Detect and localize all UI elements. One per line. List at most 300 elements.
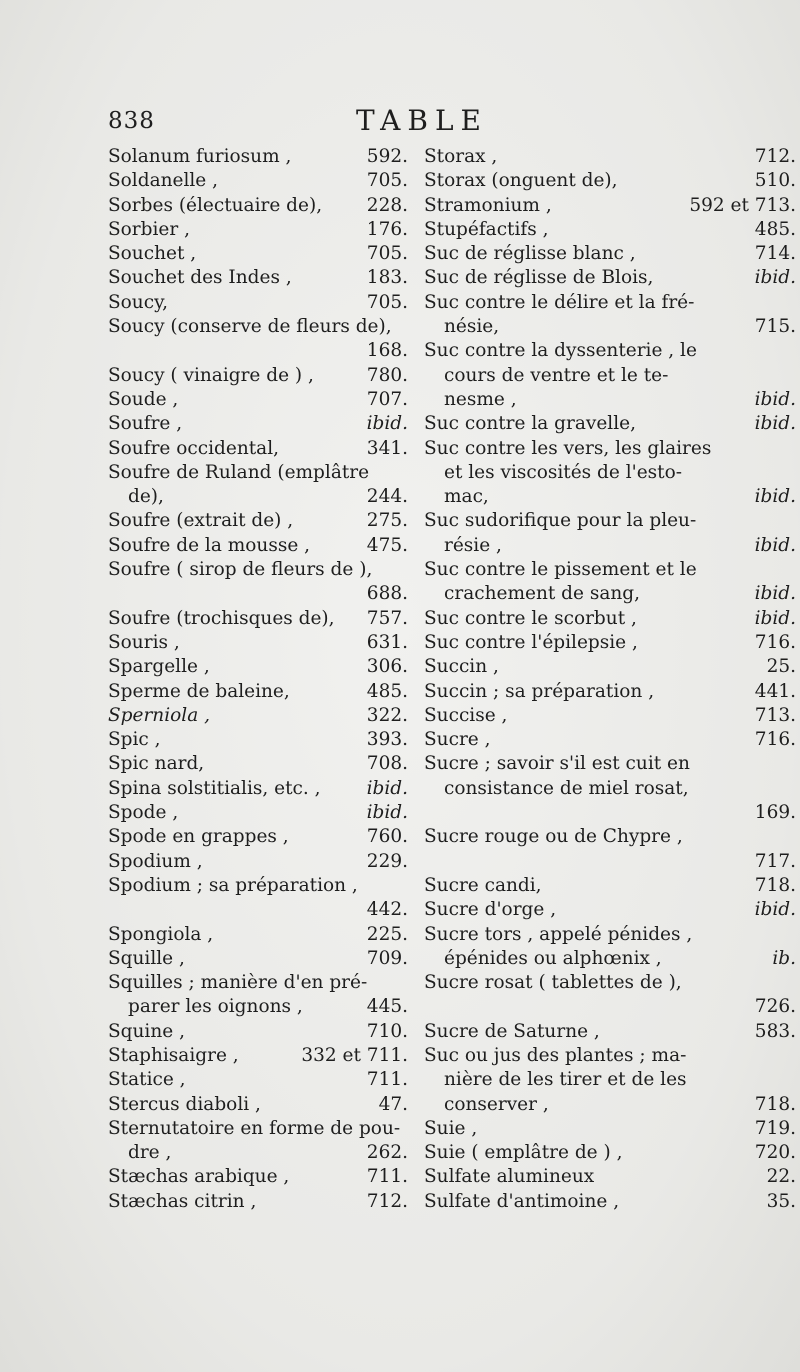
entry-term: Soufre , (108, 413, 183, 435)
entry-term: dre , (128, 1142, 172, 1164)
index-entry (424, 145, 796, 169)
entry-term: Stæchas citrin , (108, 1190, 257, 1212)
entry-term: Soucy (conserve de fleurs de), (108, 316, 392, 338)
page-reference: 714. (754, 243, 796, 265)
page-reference: ibid. (754, 607, 796, 629)
entry-line (108, 558, 408, 582)
entry-line (424, 194, 796, 218)
index-column-left (108, 145, 408, 1214)
entry-line (424, 242, 796, 266)
index-entry (424, 728, 796, 752)
page-reference: 445. (366, 996, 408, 1018)
entry-line (108, 752, 408, 776)
entry-term: Storax (onguent de), (424, 170, 618, 192)
page-reference: 592. (366, 146, 408, 167)
index-entry (424, 874, 796, 898)
index-entry (108, 680, 408, 704)
index-entry (108, 291, 408, 315)
page-header (108, 104, 788, 140)
entry-line (108, 266, 408, 290)
page-reference: 25. (766, 656, 796, 678)
entry-line (424, 680, 796, 704)
index-entry (424, 680, 796, 704)
entry-line (424, 1044, 796, 1068)
entry-line (424, 631, 796, 655)
entry-line (424, 971, 796, 995)
page-reference: 22. (766, 1166, 796, 1188)
page-reference: 760. (366, 826, 408, 848)
page-reference: 712. (754, 146, 796, 167)
index-entry (108, 315, 408, 364)
page-reference: 169. (754, 802, 796, 824)
page-reference: 592 et 713. (689, 194, 796, 216)
entry-line (424, 607, 796, 631)
index-entry (108, 947, 408, 971)
entry-line (108, 1165, 408, 1189)
page-reference: 332 et 711. (301, 1044, 408, 1066)
entry-term: Succise , (424, 704, 508, 726)
page-reference: 716. (754, 729, 796, 751)
entry-term: Suc contre le scorbut , (424, 607, 637, 629)
entry-line (424, 655, 796, 679)
index-entry (108, 874, 408, 923)
index-entry (424, 437, 796, 510)
index-entry (424, 1165, 796, 1189)
page-number: 838 (108, 108, 155, 134)
entry-line (108, 850, 408, 874)
entry-term: de), (128, 486, 164, 508)
index-entry (108, 777, 408, 801)
index-entry (108, 971, 408, 1020)
entry-term: Souchet des Indes , (108, 267, 292, 289)
page-reference: ibid. (754, 534, 796, 556)
entry-term: Suc contre le délire et la fré- (424, 291, 695, 313)
index-entry (108, 242, 408, 266)
index-column-right (424, 145, 796, 1214)
entry-term: conserver , (444, 1093, 549, 1115)
index-entry (108, 655, 408, 679)
entry-line (108, 1020, 408, 1044)
entry-term: Sucre rosat ( tablettes de ), (424, 972, 682, 994)
entry-line (108, 145, 408, 169)
entry-line (424, 1141, 796, 1165)
index-entry (108, 534, 408, 558)
entry-line (108, 825, 408, 849)
entry-line (424, 485, 796, 509)
index-entry (424, 825, 796, 874)
entry-term: Suc sudorifique pour la pleu- (424, 510, 697, 532)
entry-line (424, 558, 796, 582)
index-entry (108, 145, 408, 169)
entry-line (108, 971, 408, 995)
index-entry (424, 509, 796, 558)
page-reference: 719. (754, 1117, 796, 1139)
entry-term: Suc de réglisse de Blois, (424, 267, 654, 289)
index-entry (424, 218, 796, 242)
entry-line (108, 1190, 408, 1214)
page-reference: 712. (366, 1190, 408, 1212)
entry-line (108, 218, 408, 242)
entry-term: Sorbes (électuaire de), (108, 194, 323, 216)
page-reference: ib. (772, 947, 796, 969)
entry-line (424, 364, 796, 388)
entry-line (108, 607, 408, 631)
entry-line (424, 825, 796, 849)
index-entry (108, 801, 408, 825)
entry-line (108, 388, 408, 412)
entry-line (424, 1165, 796, 1189)
entry-term: Spode en grappes , (108, 826, 289, 848)
index-entry (108, 1165, 408, 1189)
page-reference-line (424, 850, 796, 874)
entry-term: Sucre tors , appelé pénides , (424, 923, 693, 945)
entry-line (424, 437, 796, 461)
index-entry (108, 825, 408, 849)
entry-line (108, 242, 408, 266)
entry-term: Sorbier , (108, 218, 190, 240)
entry-line (424, 1068, 796, 1092)
page-reference: 711. (366, 1069, 408, 1091)
entry-term: résie , (444, 534, 502, 556)
entry-term: Stramonium , (424, 194, 552, 216)
index-entry (108, 1093, 408, 1117)
entry-line (108, 1141, 408, 1165)
entry-term: Sucre d'orge , (424, 899, 557, 921)
page-reference: 707. (366, 388, 408, 410)
entry-term: Sucre de Saturne , (424, 1020, 600, 1042)
entry-line (108, 509, 408, 533)
entry-line (424, 582, 796, 606)
entry-line (108, 169, 408, 193)
page-reference: 705. (366, 291, 408, 313)
page-reference-line (108, 339, 408, 363)
entry-term: Souchet , (108, 243, 197, 265)
entry-term: Suie ( emplâtre de ) , (424, 1142, 623, 1164)
page-reference: ibid. (754, 388, 796, 410)
entry-line (108, 291, 408, 315)
entry-term: Sucre , (424, 729, 491, 751)
entry-term: Stupéfactifs , (424, 218, 549, 240)
page-reference: 726. (754, 996, 796, 1018)
entry-term: épénides ou alphœnix , (444, 947, 662, 969)
entry-line (424, 388, 796, 412)
entry-term: Staphisaigre , (108, 1044, 239, 1066)
index-entry (424, 194, 796, 218)
entry-line (424, 898, 796, 922)
entry-term: Statice , (108, 1069, 186, 1091)
entry-term: Suc contre l'épilepsie , (424, 631, 638, 653)
index-entry (424, 752, 796, 825)
entry-line (108, 680, 408, 704)
entry-term: crachement de sang, (444, 583, 641, 605)
entry-term: Spodium , (108, 850, 203, 872)
page-reference: 183. (366, 267, 408, 289)
page-reference: 631. (366, 631, 408, 653)
index-entry (424, 266, 796, 290)
entry-term: Soldanelle , (108, 170, 219, 192)
index-entry (424, 655, 796, 679)
entry-term: Sucre rouge ou de Chypre , (424, 826, 683, 848)
entry-line (424, 218, 796, 242)
entry-term: Soufre de la mousse , (108, 534, 311, 556)
page-reference: 718. (754, 874, 796, 896)
index-entry (424, 1141, 796, 1165)
page-reference-line (108, 898, 408, 922)
entry-line (108, 412, 408, 436)
entry-term: Suc contre la dyssenterie , le (424, 340, 697, 362)
page-reference: 262. (366, 1142, 408, 1164)
entry-term: Spic , (108, 729, 161, 751)
running-title: TABLE (356, 104, 488, 137)
index-entry (108, 1117, 408, 1166)
index-entry (424, 704, 796, 728)
entry-line (424, 1093, 796, 1117)
entry-term: et les viscosités de l'esto- (444, 461, 682, 483)
page-reference: 275. (366, 510, 408, 532)
index-entry (108, 194, 408, 218)
entry-term: Spodium ; sa préparation , (108, 874, 358, 896)
entry-line (424, 315, 796, 339)
entry-line (108, 461, 408, 485)
entry-line (108, 995, 408, 1019)
entry-line (424, 1190, 796, 1214)
entry-term: parer les oignons , (128, 996, 303, 1018)
entry-line (108, 485, 408, 509)
entry-line (424, 266, 796, 290)
entry-line (108, 315, 408, 339)
entry-line (424, 145, 796, 169)
index-entry (108, 437, 408, 461)
entry-line (108, 923, 408, 947)
index-entry (108, 631, 408, 655)
index-entry (108, 850, 408, 874)
entry-line (108, 194, 408, 218)
entry-term: Soufre (extrait de) , (108, 510, 294, 532)
index-entry (108, 752, 408, 776)
entry-term: Suc contre les vers, les glaires (424, 437, 712, 459)
page-reference: ibid. (754, 486, 796, 508)
entry-line (424, 412, 796, 436)
index-entry (424, 971, 796, 1020)
page-reference-line (424, 995, 796, 1019)
entry-line (108, 874, 408, 898)
entry-line (424, 1020, 796, 1044)
entry-term: Sternutatoire en forme de pou- (108, 1117, 401, 1139)
entry-line (424, 704, 796, 728)
entry-term: Soufre (trochisques de), (108, 607, 335, 629)
page-reference: 708. (366, 753, 408, 775)
entry-term: Squine , (108, 1020, 185, 1042)
index-entry (424, 291, 796, 340)
entry-line (108, 364, 408, 388)
page-reference: 485. (754, 218, 796, 240)
index-entry (424, 558, 796, 607)
entry-line (424, 947, 796, 971)
entry-term: Sucre candi, (424, 874, 542, 896)
page-reference: 583. (754, 1020, 796, 1042)
entry-term: Soufre occidental, (108, 437, 279, 459)
page-reference: 176. (366, 218, 408, 240)
page-reference: 757. (366, 607, 408, 629)
page-reference: 710. (366, 1020, 408, 1042)
entry-line (424, 923, 796, 947)
entry-line (424, 777, 796, 801)
entry-line (108, 655, 408, 679)
entry-term: Suc contre la gravelle, (424, 413, 636, 435)
index-entry (424, 169, 796, 193)
entry-term: nésie, (444, 316, 500, 338)
page-reference: 780. (366, 364, 408, 386)
page-reference: 713. (754, 704, 796, 726)
page-reference-line (424, 801, 796, 825)
page-reference: 717. (754, 850, 796, 872)
index-entry (108, 388, 408, 412)
page-reference: 705. (366, 170, 408, 192)
entry-line (424, 728, 796, 752)
page-reference: 705. (366, 243, 408, 265)
entry-term: Souris , (108, 631, 180, 653)
entry-line (108, 947, 408, 971)
entry-line (108, 534, 408, 558)
entry-term: Spina solstitialis, etc. , (108, 777, 321, 799)
page-reference: 228. (366, 194, 408, 216)
index-entry (108, 728, 408, 752)
entry-line (108, 1044, 408, 1068)
index-entry (424, 1190, 796, 1214)
index-entry (108, 607, 408, 631)
entry-term: Soude , (108, 388, 179, 410)
index-entry (424, 339, 796, 412)
page-reference: ibid. (754, 267, 796, 289)
index-entry (108, 1190, 408, 1214)
index-entry (108, 266, 408, 290)
entry-term: nière de les tirer et de les (444, 1069, 687, 1091)
entry-line (108, 631, 408, 655)
page-reference: 711. (366, 1166, 408, 1188)
index-entry (424, 412, 796, 436)
index-entry (424, 631, 796, 655)
entry-line (108, 777, 408, 801)
index-entry (424, 1020, 796, 1044)
entry-term: Spic nard, (108, 753, 205, 775)
entry-line (424, 291, 796, 315)
page-reference: 322. (366, 704, 408, 726)
index-entry (108, 412, 408, 436)
page-reference: 393. (366, 729, 408, 751)
entry-line (424, 339, 796, 363)
index-entry (108, 558, 408, 607)
index-entry (108, 923, 408, 947)
page-reference: 510. (754, 170, 796, 192)
entry-term: Sperniola , (108, 704, 210, 726)
entry-term: Sulfate d'antimoine , (424, 1190, 620, 1212)
entry-term: Squilles ; manière d'en pré- (108, 972, 368, 994)
entry-term: Succin ; sa préparation , (424, 680, 655, 702)
page-reference: 485. (366, 680, 408, 702)
entry-term: Spode , (108, 802, 179, 824)
entry-term: Suc contre le pissement et le (424, 559, 697, 581)
page-reference: 716. (754, 631, 796, 653)
entry-term: nesme , (444, 388, 517, 410)
page-reference: ibid. (366, 413, 408, 435)
entry-term: Squille , (108, 947, 185, 969)
entry-term: Suie , (424, 1117, 478, 1139)
entry-line (424, 509, 796, 533)
page-reference: 442. (366, 899, 408, 921)
page-reference: 709. (366, 947, 408, 969)
index-entry (424, 898, 796, 922)
page-reference: 341. (366, 437, 408, 459)
entry-line (424, 169, 796, 193)
entry-term: Spongiola , (108, 923, 214, 945)
index-entry (108, 1068, 408, 1092)
index-entry (424, 607, 796, 631)
entry-line (424, 1117, 796, 1141)
page-reference-line (108, 582, 408, 606)
index-entry (108, 509, 408, 533)
entry-line (108, 1117, 408, 1141)
index-entry (108, 704, 408, 728)
page-reference: ibid. (366, 777, 408, 799)
entry-term: Suc de réglisse blanc , (424, 243, 636, 265)
page-reference: 715. (754, 316, 796, 338)
index-entry (424, 1044, 796, 1117)
page-reference: 168. (366, 340, 408, 362)
entry-term: Soucy, (108, 291, 168, 313)
index-entry (108, 218, 408, 242)
entry-line (108, 1093, 408, 1117)
entry-line (108, 437, 408, 461)
entry-term: Sulfate alumineux (424, 1166, 595, 1188)
page-reference: 47. (378, 1093, 408, 1115)
page-reference: ibid. (754, 583, 796, 605)
entry-line (424, 752, 796, 776)
entry-term: consistance de miel rosat, (444, 777, 689, 799)
page-reference: ibid. (366, 802, 408, 824)
page-reference: ibid. (754, 413, 796, 435)
entry-term: Soufre de Ruland (emplâtre (108, 461, 370, 483)
entry-line (108, 1068, 408, 1092)
index-entry (424, 242, 796, 266)
page-reference: 720. (754, 1142, 796, 1164)
entry-line (108, 728, 408, 752)
page-reference: 225. (366, 923, 408, 945)
entry-line (424, 534, 796, 558)
entry-term: mac, (444, 486, 489, 508)
entry-term: Spargelle , (108, 656, 210, 678)
entry-line (108, 704, 408, 728)
entry-term: Suc ou jus des plantes ; ma- (424, 1044, 687, 1066)
entry-term: Sperme de baleine, (108, 680, 290, 702)
index-entry (108, 1044, 408, 1068)
index-entry (108, 169, 408, 193)
page-reference: 718. (754, 1093, 796, 1115)
entry-term: Stæchas arabique , (108, 1166, 290, 1188)
page-reference: 688. (366, 583, 408, 605)
page-reference: 229. (366, 850, 408, 872)
index-entry (108, 1020, 408, 1044)
page-reference: 306. (366, 656, 408, 678)
page-reference: 244. (366, 486, 408, 508)
page-reference: 35. (766, 1190, 796, 1212)
entry-line (424, 874, 796, 898)
entry-term: Soucy ( vinaigre de ) , (108, 364, 314, 386)
index-entry (424, 923, 796, 972)
page-reference: 475. (366, 534, 408, 556)
entry-term: Soufre ( sirop de fleurs de ), (108, 559, 373, 581)
entry-term: Sucre ; savoir s'il est cuit en (424, 753, 690, 775)
entry-term: Solanum furiosum , (108, 146, 292, 167)
